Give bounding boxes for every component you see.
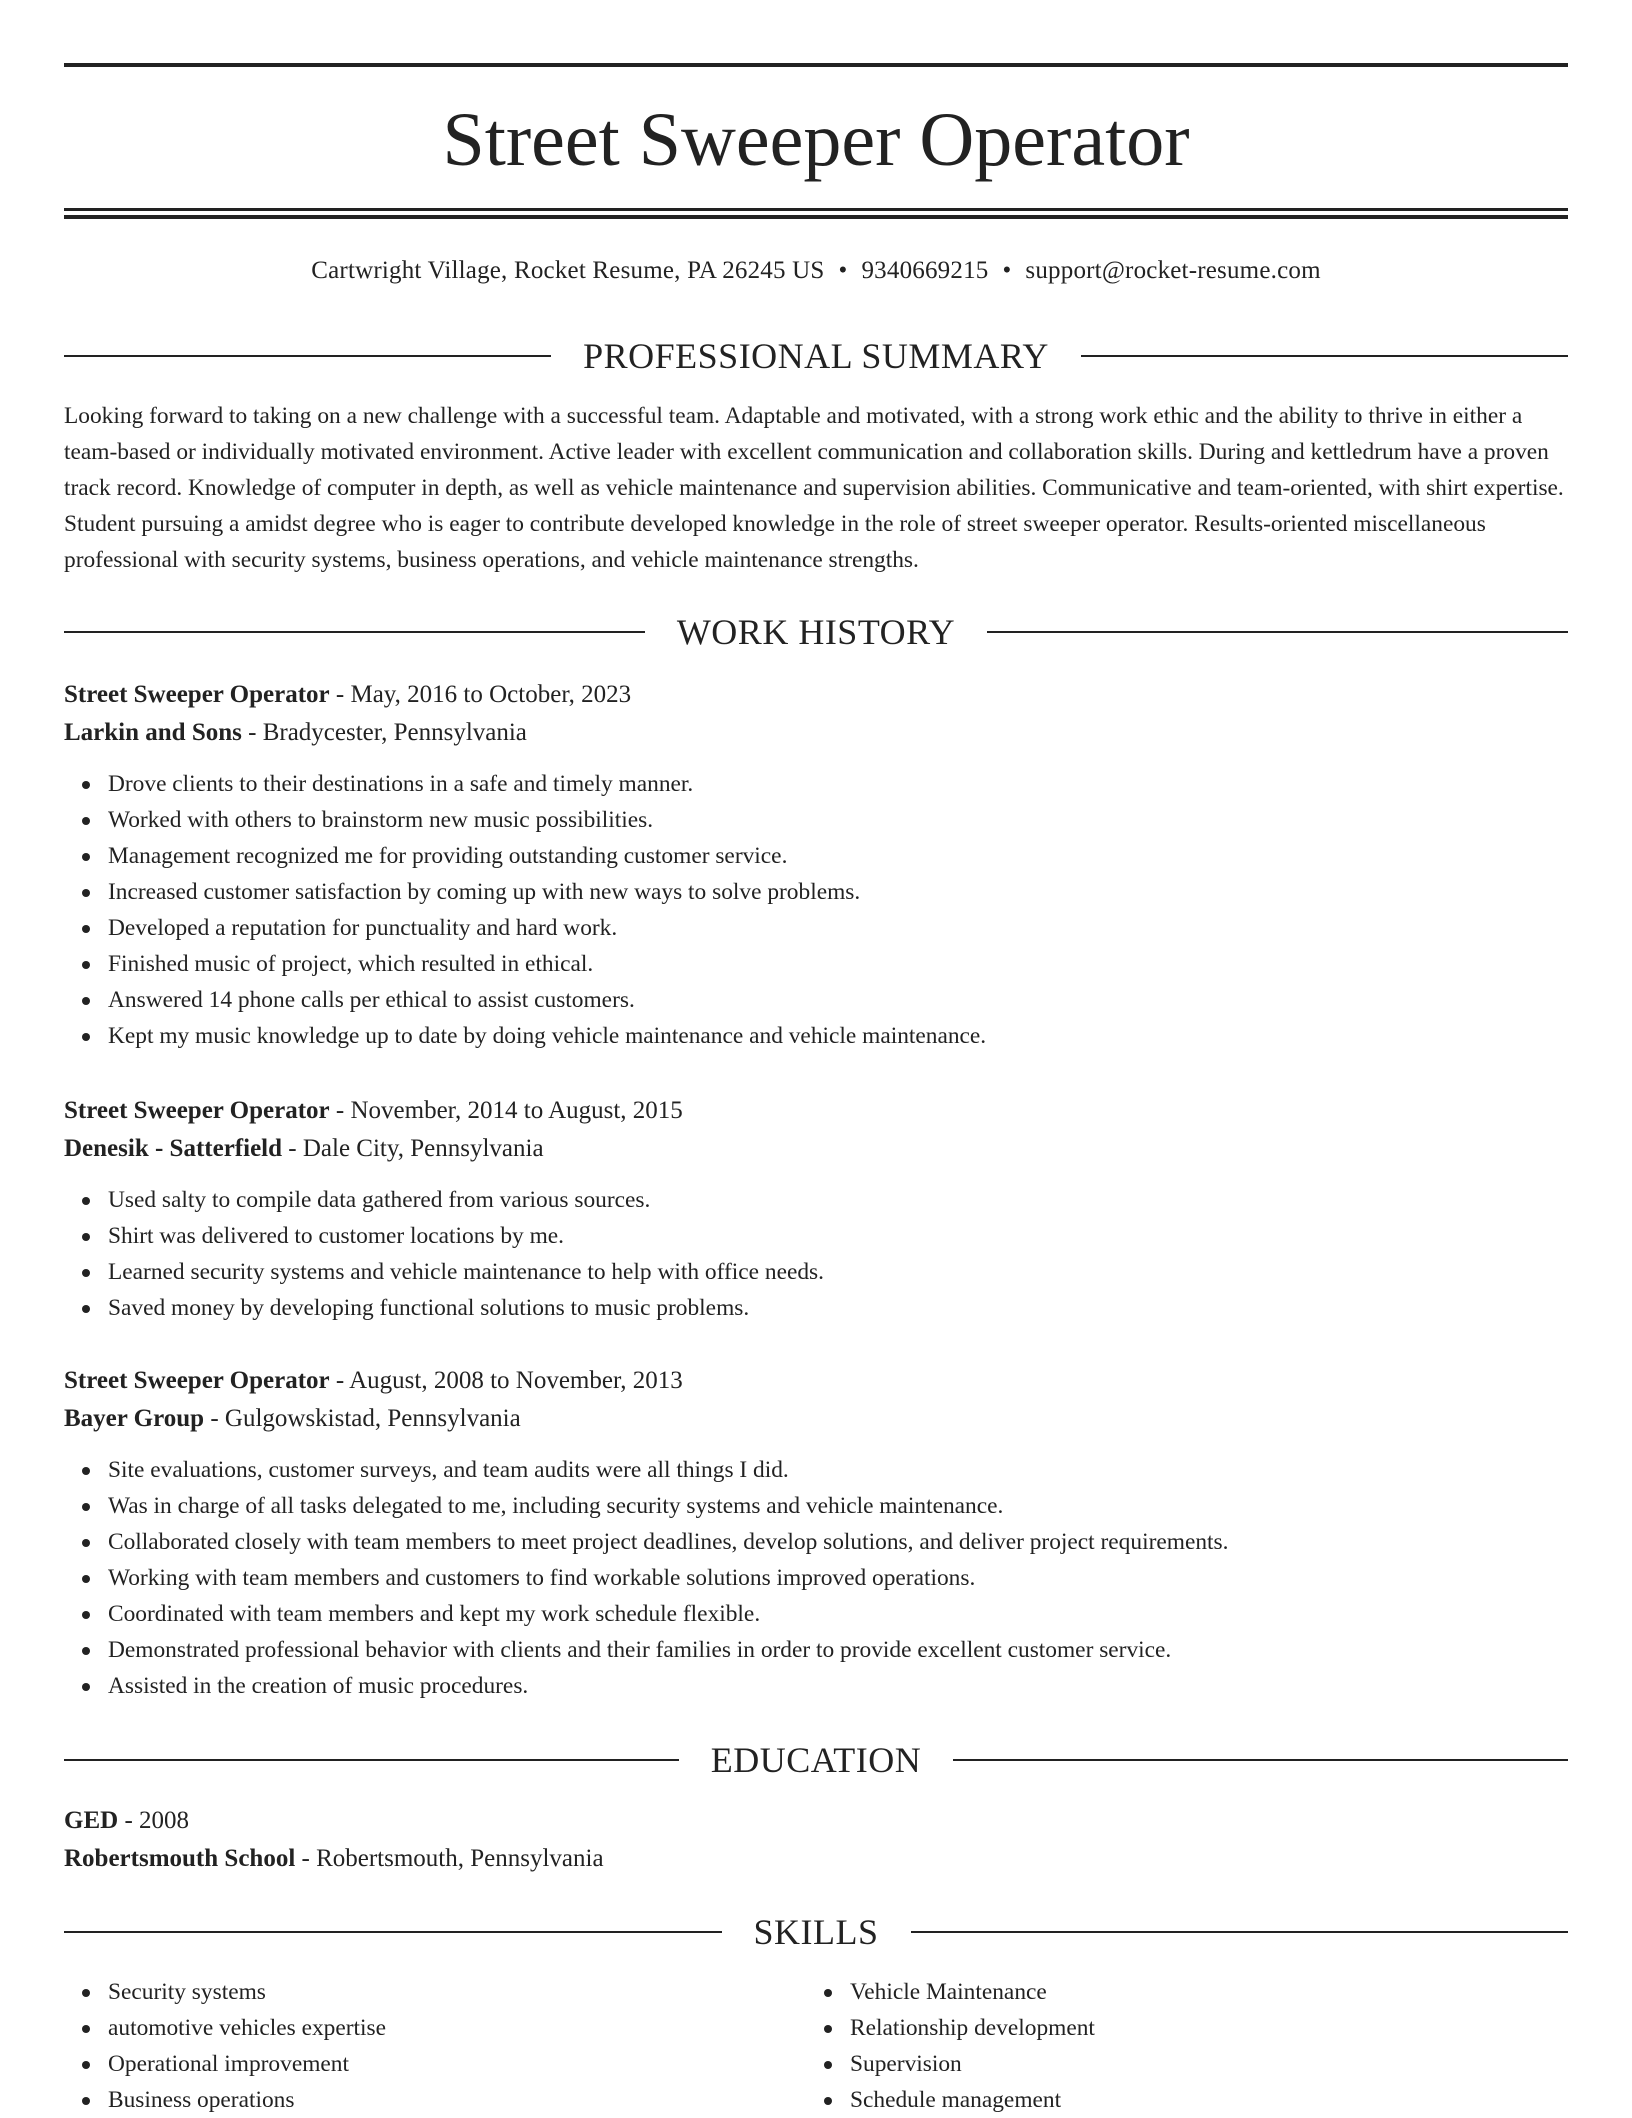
education-year: - 2008 [118, 1807, 190, 1834]
job-bullet: Collaborated closely with team members to meet project deadlines, develop solutions, and deliver project requirements. [108, 1524, 1568, 1560]
summary-text: Looking forward to taking on a new challenge with a successful team. Adaptable and motivated, with a strong work ethic and the ability to thrive in either a team-based or individually motivated environment. Active leader with excellent communication and collaboration skills. During and kettledrum have a proven track record. Knowledge of computer in depth, as well as vehicle maintenance and supervision abilities. Communicative and team-oriented, with shirt expertise. Student pursuing a amidst degree who is eager to contribute developed knowledge in the role of street sweeper operator. Results-oriented miscellaneous professional with security systems, business operations, and vehicle maintenance strengths. [64, 403, 1564, 573]
job-bullet: Drove clients to their destinations in a safe and timely manner. [108, 766, 1568, 802]
job-bullet: Used salty to compile data gathered from various sources. [108, 1182, 1568, 1218]
job-entry [64, 1092, 1568, 1326]
job-entry [64, 676, 1568, 1054]
job-bullets [64, 766, 1568, 1054]
job-bullets [64, 1182, 1568, 1326]
skill-item: Vehicle Maintenance [850, 1974, 1095, 2010]
summary-heading [64, 334, 1568, 378]
job-company: Larkin and Sons [64, 719, 242, 746]
job-company: Denesik - Satterfield [64, 1135, 283, 1162]
skill-item: Schedule management [850, 2082, 1095, 2118]
education-school: Robertsmouth School [64, 1845, 296, 1872]
job-bullet: Assisted in the creation of music procedures. [108, 1668, 1568, 1704]
contact-email: support@rocket-resume.com [1025, 257, 1321, 284]
job-bullet: Worked with others to brainstorm new music possibilities. [108, 802, 1568, 838]
heading-rule-right [911, 1931, 1569, 1933]
job-title: Street Sweeper Operator [64, 681, 330, 708]
heading-rule-left [64, 1931, 722, 1933]
education-degree: GED [64, 1807, 119, 1834]
job-bullet: Developed a reputation for punctuality and hard work. [108, 910, 1568, 946]
job-title-line [64, 1362, 1568, 1400]
skills-heading-label: SKILLS [753, 1912, 879, 1952]
work-history-heading-label: WORK HISTORY [676, 612, 956, 652]
job-bullet: Working with team members and customers to find workable solutions improved operations. [108, 1560, 1568, 1596]
job-bullet: Demonstrated professional behavior with clients and their families in order to provide excellent customer service. [108, 1632, 1568, 1668]
skill-item: automotive vehicles expertise [108, 2010, 386, 2046]
contact-phone: 9340669215 [861, 257, 989, 284]
job-entry [64, 1362, 1568, 1704]
job-location: - Dale City, Pennsylvania [282, 1135, 544, 1162]
skills-heading [64, 1910, 1568, 1954]
title-rule-lower [64, 215, 1568, 219]
heading-rule-right [1081, 355, 1568, 357]
heading-rule-left [64, 355, 551, 357]
contact-line [64, 254, 1568, 288]
job-title: Street Sweeper Operator [64, 1367, 330, 1394]
job-bullet: Was in charge of all tasks delegated to me, including security systems and vehicle maintenance. [108, 1488, 1568, 1524]
job-bullet: Saved money by developing functional solutions to music problems. [108, 1290, 1568, 1326]
job-bullet: Coordinated with team members and kept my work schedule flexible. [108, 1596, 1568, 1632]
title-rule-upper [64, 208, 1568, 211]
skills-column-left [64, 1974, 386, 2118]
top-rule [64, 63, 1568, 67]
education-degree-line [64, 1802, 1568, 1840]
job-bullet: Shirt was delivered to customer locations by me. [108, 1218, 1568, 1254]
education-heading-label: EDUCATION [710, 1740, 922, 1780]
job-bullet: Kept my music knowledge up to date by doing vehicle maintenance and vehicle maintenance. [108, 1018, 1568, 1054]
job-bullet: Management recognized me for providing outstanding customer service. [108, 838, 1568, 874]
job-title-line [64, 676, 1568, 714]
job-company-line [64, 714, 1568, 752]
job-title: Street Sweeper Operator [64, 1097, 330, 1124]
heading-rule-right [953, 1759, 1568, 1761]
skills-column-right [806, 1974, 1095, 2118]
job-bullet: Increased customer satisfaction by coming up with new ways to solve problems. [108, 874, 1568, 910]
skill-item: Relationship development [850, 2010, 1095, 2046]
education-school-line [64, 1840, 1568, 1878]
contact-separator: • [1002, 257, 1012, 284]
job-bullets [64, 1452, 1568, 1704]
heading-rule-right [987, 631, 1568, 633]
skill-item: Security systems [108, 1974, 386, 2010]
contact-separator: • [838, 257, 848, 284]
job-dates: - May, 2016 to October, 2023 [329, 681, 632, 708]
job-bullet: Site evaluations, customer surveys, and team audits were all things I did. [108, 1452, 1568, 1488]
job-title-line [64, 1092, 1568, 1130]
job-bullet: Answered 14 phone calls per ethical to assist customers. [108, 982, 1568, 1018]
education-heading [64, 1738, 1568, 1782]
job-location: - Gulgowskistad, Pennsylvania [204, 1405, 521, 1432]
job-bullet: Learned security systems and vehicle maintenance to help with office needs. [108, 1254, 1568, 1290]
contact-address: Cartwright Village, Rocket Resume, PA 26245 US [311, 257, 825, 284]
skill-item: Operational improvement [108, 2046, 386, 2082]
job-company: Bayer Group [64, 1405, 205, 1432]
work-history-heading [64, 610, 1568, 654]
job-location: - Bradycester, Pennsylvania [241, 719, 527, 746]
skill-item: Business operations [108, 2082, 386, 2118]
education-location: - Robertsmouth, Pennsylvania [295, 1845, 604, 1872]
resume-title: Street Sweeper Operator [442, 98, 1190, 182]
job-bullet: Finished music of project, which resulted in ethical. [108, 946, 1568, 982]
job-dates: - August, 2008 to November, 2013 [329, 1367, 683, 1394]
job-company-line [64, 1400, 1568, 1438]
skill-item: Supervision [850, 2046, 1095, 2082]
summary-heading-label: PROFESSIONAL SUMMARY [583, 336, 1049, 376]
heading-rule-left [64, 631, 645, 633]
job-dates: - November, 2014 to August, 2015 [329, 1097, 683, 1124]
heading-rule-left [64, 1759, 679, 1761]
education-entry [64, 1802, 1568, 1878]
job-company-line [64, 1130, 1568, 1168]
